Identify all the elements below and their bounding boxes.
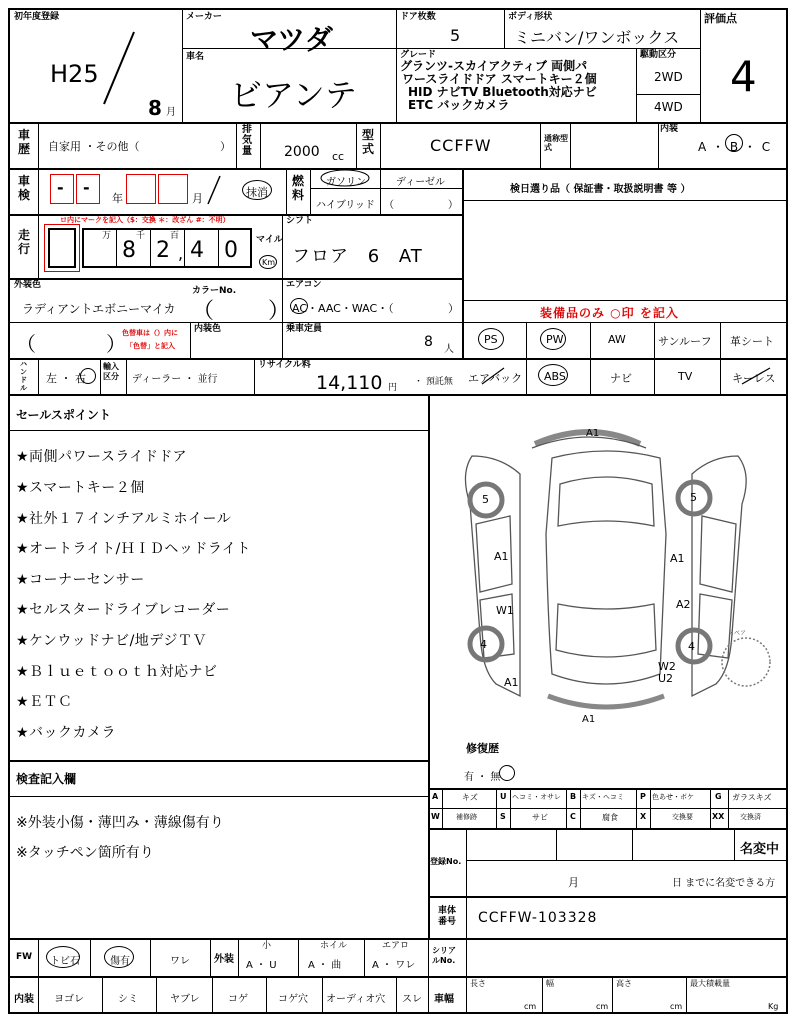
km-circle [259, 255, 277, 269]
legend-code: S [500, 812, 506, 821]
equip-keyless: キーレス [732, 372, 776, 385]
sales-point: ★オートライト/ＨＩＤヘッドライト [16, 541, 251, 557]
mark-top: A1 [586, 428, 600, 439]
maker: マツダ [250, 23, 333, 56]
mark-left-quarter: A1 [504, 676, 519, 689]
fw-item: ワレ [170, 956, 190, 967]
sales-point: ★Ｂｌｕｅｔｏｏｔｈ対応ナビ [16, 664, 218, 680]
fuel-label: 燃料 [292, 174, 305, 202]
grade-label: グレード [400, 50, 437, 60]
import-label: 輸入区分 [103, 362, 119, 381]
max-load-label: 最大積載量 [690, 979, 730, 988]
bottom-row-2 [10, 976, 786, 1014]
yen-unit: 円 [388, 383, 398, 393]
legend-code: P [640, 792, 646, 801]
int-item: コゲ [228, 994, 248, 1005]
grade-line-2: ワースライドドア スマートキー２個 [402, 72, 597, 86]
interior-color-label: 内装色 [194, 324, 222, 334]
capacity-label: 乗車定員 [286, 324, 323, 334]
mark-left-door: A1 [494, 550, 509, 563]
cc-unit: cc [332, 150, 345, 163]
unit-man: 万 [102, 231, 112, 241]
length-unit: cm [524, 1002, 537, 1011]
body-label: ボディ形状 [508, 12, 553, 22]
km-unit: Km [262, 258, 276, 267]
width-label: 幅 [546, 979, 554, 988]
interior-label: 内装 [660, 124, 679, 134]
fuel-diesel: ディーゼル [396, 177, 445, 188]
ext-wheel-label: ホイル [320, 941, 348, 951]
equip-navi: ナビ [610, 372, 632, 385]
grade-line-3: HID ナビTV Bluetooth対応ナビ [408, 85, 597, 99]
history-text: 自家用 ・その他（ [48, 140, 140, 153]
fw-item: 傷有 [110, 956, 130, 967]
month-unit: 月 [166, 107, 176, 118]
int-item: コゲ穴 [278, 994, 308, 1005]
interior-b-circle [725, 134, 743, 152]
width-unit: cm [596, 1002, 609, 1011]
first-reg-label: 初年度登録 [14, 12, 60, 22]
reg-month: 月 [568, 876, 579, 889]
legend-code: XX [712, 812, 725, 821]
color-label: 外装色 [14, 280, 42, 290]
sales-point: ★両側パワースライドドア [16, 449, 188, 465]
displacement-label: 排気量 [242, 124, 252, 157]
model-code: CCFFW [430, 136, 492, 155]
legend-desc: ヘコミ・オサレ [512, 793, 561, 801]
score: 4 [730, 52, 757, 101]
grade-line-4: ETC バックカメラ [408, 98, 510, 112]
sales-point: ★ＥＴＣ [16, 694, 73, 710]
equip-sunroof: サンルーフ [658, 335, 712, 348]
first-reg-year: H25 [50, 60, 99, 88]
capacity: 8 [424, 334, 433, 350]
mark-right-bumper-w: W2 [658, 660, 676, 673]
legend-desc: サビ [532, 813, 548, 822]
handle-label: ハンドル [20, 360, 27, 392]
mark-tire-fl: 5 [482, 493, 489, 506]
legend-desc: 補修跡 [456, 813, 477, 821]
change-note-2: 「色替」と記入 [126, 342, 175, 350]
grade-line-1: グランツ-スカイアクティブ 両側パ [400, 59, 588, 73]
maker-label: メーカー [186, 12, 222, 22]
equip-pw: PW [546, 333, 564, 346]
fuel-other-open: （ [384, 200, 394, 211]
sales-point: ★コーナーセンサー [16, 572, 145, 588]
fw-item: トビ石 [50, 956, 80, 967]
legend-desc: キズ・ヘコミ [582, 793, 624, 801]
int-item: ヤブレ [170, 994, 200, 1005]
import-value: ディーラー ・ 並行 [132, 374, 218, 385]
legend-code: W [431, 812, 440, 821]
legend-code: B [570, 792, 577, 801]
bottom-row-1 [10, 938, 786, 976]
insp-dash-2: - [83, 178, 90, 197]
legend-code: A [432, 792, 439, 801]
equip-aw: AW [608, 333, 626, 346]
aircon-ac-circle [290, 298, 308, 314]
mileage-digit-4: 4 [190, 238, 204, 263]
mileage-digit-5: 0 [224, 238, 238, 263]
model-label: 型式 [362, 128, 375, 156]
fw-label: FW [16, 952, 33, 962]
mark-bottom: A1 [582, 714, 596, 725]
handle-value: 左 ・ 右 [46, 372, 86, 385]
auction-sheet [8, 8, 788, 1014]
drive-label: 駆動区分 [640, 50, 677, 60]
damage-legend [428, 788, 786, 828]
insp-expired: 抹消 [246, 186, 268, 199]
aircon-options: AC・AAC・WAC・（ [292, 302, 394, 315]
car-name: ビアンテ [230, 76, 357, 114]
sales-point: ★ケンウッドナビ/地デジＴＶ [16, 633, 208, 649]
mark-left-rear: W1 [496, 604, 514, 617]
history-label: 車歴 [18, 128, 31, 156]
ext-aero-label: エアロ [382, 941, 410, 951]
ext-small-options: A ・ U [246, 960, 277, 971]
mark-tire-fr: 5 [690, 491, 697, 504]
equip-leather: 革シート [730, 335, 774, 348]
car-damage-diagram [440, 404, 780, 730]
fuel-gasoline: ガソリン [326, 177, 366, 188]
deposit: ・ 預託無 [414, 377, 453, 387]
ext-wheel-options: A ・ 曲 [308, 960, 342, 971]
name-change: 名変中 [740, 842, 780, 857]
mileage-digit-3: 2 [156, 238, 170, 263]
ext-aero-options: A ・ ワレ [372, 960, 416, 971]
mark-right-door: A1 [670, 552, 685, 565]
mark-tire-rl: 4 [480, 638, 487, 651]
unit-sen: 千 [136, 231, 146, 241]
repair-options: 有 ・ 無 [464, 772, 501, 783]
int-label: 内装 [14, 994, 34, 1005]
chassis-number: CCFFW-103328 [478, 910, 598, 926]
doors-label: ドア枚数 [400, 12, 436, 22]
drive-2wd: 2WD [654, 70, 683, 84]
legend-desc: 交換済 [740, 813, 761, 821]
height-unit: cm [670, 1002, 683, 1011]
max-load-unit: Kg [768, 1002, 779, 1011]
ext-small-label: 小 [262, 941, 272, 951]
fuel-other-close: ） [448, 200, 458, 211]
legend-code: U [500, 792, 507, 801]
inspector-note-1: ※外装小傷・薄凹み・薄線傷有り [16, 815, 224, 831]
change-open: （ [16, 332, 36, 356]
equip-header: 装備品のみ ○印 を記入 [540, 306, 679, 320]
sales-point: ★スマートキー２個 [16, 480, 145, 496]
int-item: シミ [118, 994, 138, 1005]
displacement: 2000 [284, 144, 320, 160]
length-label: 長さ [470, 979, 486, 988]
mark-right-bumper-u: U2 [658, 672, 674, 685]
aircon-label: エアコン [286, 280, 322, 290]
mileage-label: 走行 [18, 228, 31, 256]
registration-label: 登録No. [430, 857, 462, 866]
common-model-label: 通称型式 [544, 134, 568, 152]
recycle-fee: 14,110 [316, 372, 383, 394]
mileage-note: ロ内にマークを記入（$：交換 ＊：改ざん #：不明） [60, 216, 230, 224]
recycle-label: リサイクル料 [258, 360, 311, 370]
color-name: ラディアントエボニーマイカ [22, 302, 176, 316]
color-no-close: ） [268, 299, 291, 324]
mark-tire-rr: 4 [688, 640, 695, 653]
aircon-close: ） [448, 302, 459, 315]
inspector-title: 検査記入欄 [16, 772, 77, 786]
shift: フロア 6 AT [292, 246, 423, 267]
int-item: オーディオ穴 [326, 994, 386, 1005]
legend-desc: 腐食 [602, 813, 618, 822]
insp-month-unit: 月 [192, 192, 203, 205]
color-no-open: （ [192, 299, 215, 324]
equip-airbag: エアバック [468, 372, 523, 385]
mileage-digit-box-0 [48, 228, 76, 268]
drive-4wd: 4WD [654, 100, 683, 114]
doors: 5 [450, 26, 461, 45]
fuel-hybrid: ハイブリッド [316, 200, 375, 211]
mileage-digit-2: 8 [122, 238, 136, 263]
equip-ps: PS [484, 333, 498, 346]
car-name-label: 車名 [186, 52, 205, 62]
interior-grades: A ・ B ・ C [698, 140, 772, 154]
change-note-1: 色替車は（）内に [122, 329, 178, 337]
inspection-label: 車検 [18, 174, 31, 202]
reg-day-note: 日 までに名変できる方 [672, 878, 776, 889]
first-reg-month: 8 [148, 96, 162, 120]
mark-right-rear: A2 [676, 598, 691, 611]
int-item: スレ [402, 994, 422, 1005]
shift-label: シフト [286, 216, 314, 226]
expired-circle [242, 180, 272, 200]
sales-point: ★バックカメラ [16, 725, 117, 741]
height-label: 高さ [616, 979, 632, 988]
mileage-comma: , [178, 244, 184, 263]
history-close: ） [220, 140, 231, 153]
unit-hyaku: 百 [170, 231, 180, 241]
legend-code: C [570, 812, 576, 821]
equip-abs: ABS [544, 370, 566, 383]
sales-point: ★セルスタードライブレコーダー [16, 602, 231, 618]
chassis-label: 車体番号 [438, 906, 457, 927]
body-type: ミニバン/ワンボックス [514, 28, 680, 47]
insp-dash-1: - [57, 178, 64, 197]
color-no-label: カラーNo. [192, 286, 237, 296]
legend-code: G [715, 792, 722, 801]
sales-title: セールスポイント [16, 408, 111, 422]
slash-mark [100, 28, 140, 108]
legend-desc: 色あせ・ボケ [652, 793, 694, 801]
legend-desc: キズ [462, 793, 478, 802]
docs: 検日選り品（ 保証書・取扱説明書 等 ） [510, 184, 691, 195]
legend-desc: 交換要 [672, 813, 693, 821]
ext-label: 外装 [214, 954, 234, 965]
int-item: ヨゴレ [54, 994, 84, 1005]
inspector-note-2: ※タッチペン箇所有り [16, 845, 154, 861]
legend-desc: ガラスキズ [732, 793, 772, 802]
score-label: 評価点 [704, 12, 737, 25]
change-close: ） [106, 332, 126, 356]
serial-label: シリアルNo. [432, 946, 456, 965]
spare-label: スペア [728, 630, 747, 637]
insp-year-unit: 年 [112, 192, 123, 205]
dims-label: 車幅 [434, 994, 454, 1005]
equip-tv: TV [678, 370, 693, 383]
person-unit: 人 [444, 344, 454, 355]
repair-title: 修復歴 [466, 742, 499, 755]
mile-unit: マイル [256, 235, 283, 245]
legend-code: X [640, 812, 647, 821]
sales-point: ★社外１７インチアルミホイール [16, 511, 232, 527]
